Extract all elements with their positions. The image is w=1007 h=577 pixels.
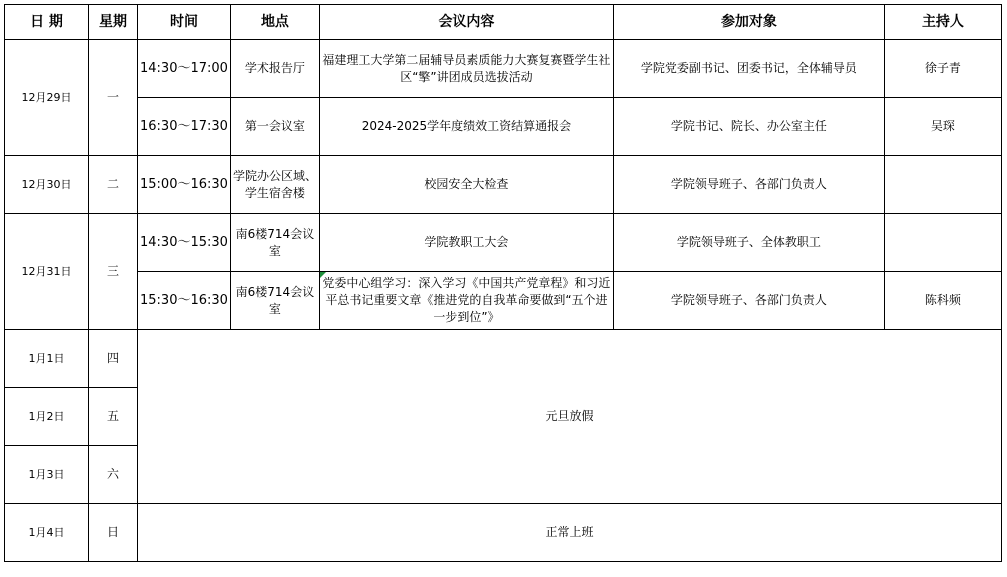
host-cell[interactable]: 陈科频 — [884, 272, 1001, 330]
location-cell[interactable]: 南6楼714会议室 — [230, 214, 319, 272]
date-cell[interactable]: 12月29日 — [5, 40, 89, 156]
weekday-cell[interactable]: 二 — [89, 156, 138, 214]
location-cell[interactable]: 第一会议室 — [230, 98, 319, 156]
time-cell[interactable]: 14:30～17:00 — [138, 40, 231, 98]
table-row — [5, 214, 1002, 272]
normal-work-note-cell[interactable]: 正常上班 — [138, 504, 1002, 562]
content-cell[interactable]: 校园安全大检查 — [319, 156, 613, 214]
date-cell[interactable]: 1月1日 — [5, 330, 89, 388]
attendees-cell[interactable]: 学院领导班子、全体教职工 — [613, 214, 884, 272]
table-row — [5, 272, 1002, 330]
location-cell[interactable]: 南6楼714会议室 — [230, 272, 319, 330]
table-row — [5, 40, 1002, 98]
table-row — [5, 330, 1002, 388]
host-cell[interactable] — [884, 156, 1001, 214]
content-cell[interactable]: 学院教职工大会 — [319, 214, 613, 272]
header-attendees: 参加对象 — [613, 5, 884, 40]
weekday-cell[interactable]: 五 — [89, 388, 138, 446]
date-cell[interactable]: 1月3日 — [5, 446, 89, 504]
table-row — [5, 156, 1002, 214]
weekday-cell[interactable]: 一 — [89, 40, 138, 156]
time-cell[interactable]: 15:00～16:30 — [138, 156, 231, 214]
location-cell[interactable]: 学术报告厅 — [230, 40, 319, 98]
attendees-cell[interactable]: 学院领导班子、各部门负责人 — [613, 272, 884, 330]
header-content: 会议内容 — [319, 5, 613, 40]
host-cell[interactable]: 徐子青 — [884, 40, 1001, 98]
header-row — [5, 5, 1002, 40]
content-cell[interactable]: 福建理工大学第二届辅导员素质能力大赛复赛暨学生社区“擎”讲团成员选拔活动 — [319, 40, 613, 98]
header-date: 日 期 — [5, 5, 89, 40]
location-cell[interactable]: 学院办公区域、学生宿舍楼 — [230, 156, 319, 214]
attendees-cell[interactable]: 学院党委副书记、团委书记，全体辅导员 — [613, 40, 884, 98]
host-cell[interactable]: 吴琛 — [884, 98, 1001, 156]
weekday-cell[interactable]: 四 — [89, 330, 138, 388]
time-cell[interactable]: 14:30～15:30 — [138, 214, 231, 272]
weekday-cell[interactable]: 日 — [89, 504, 138, 562]
date-cell[interactable]: 12月30日 — [5, 156, 89, 214]
content-cell[interactable]: 2024-2025学年度绩效工资结算通报会 — [319, 98, 613, 156]
weekday-cell[interactable]: 六 — [89, 446, 138, 504]
host-cell[interactable] — [884, 214, 1001, 272]
weekday-cell[interactable]: 三 — [89, 214, 138, 330]
time-cell[interactable]: 16:30～17:30 — [138, 98, 231, 156]
date-cell[interactable]: 12月31日 — [5, 214, 89, 330]
table-row — [5, 504, 1002, 562]
header-weekday: 星期 — [89, 5, 138, 40]
time-cell[interactable]: 15:30～16:30 — [138, 272, 231, 330]
header-time: 时间 — [138, 5, 231, 40]
meeting-schedule-table — [4, 4, 1002, 562]
content-cell[interactable]: 党委中心组学习：深入学习《中国共产党章程》和习近平总书记重要文章《推进党的自我革命要做到“五个进一步到位”》 — [319, 272, 613, 330]
attendees-cell[interactable]: 学院书记、院长、办公室主任 — [613, 98, 884, 156]
holiday-note-cell[interactable]: 元旦放假 — [138, 330, 1002, 504]
attendees-cell[interactable]: 学院领导班子、各部门负责人 — [613, 156, 884, 214]
header-host: 主持人 — [884, 5, 1001, 40]
date-cell[interactable]: 1月2日 — [5, 388, 89, 446]
table-row — [5, 98, 1002, 156]
header-location: 地点 — [230, 5, 319, 40]
date-cell[interactable]: 1月4日 — [5, 504, 89, 562]
